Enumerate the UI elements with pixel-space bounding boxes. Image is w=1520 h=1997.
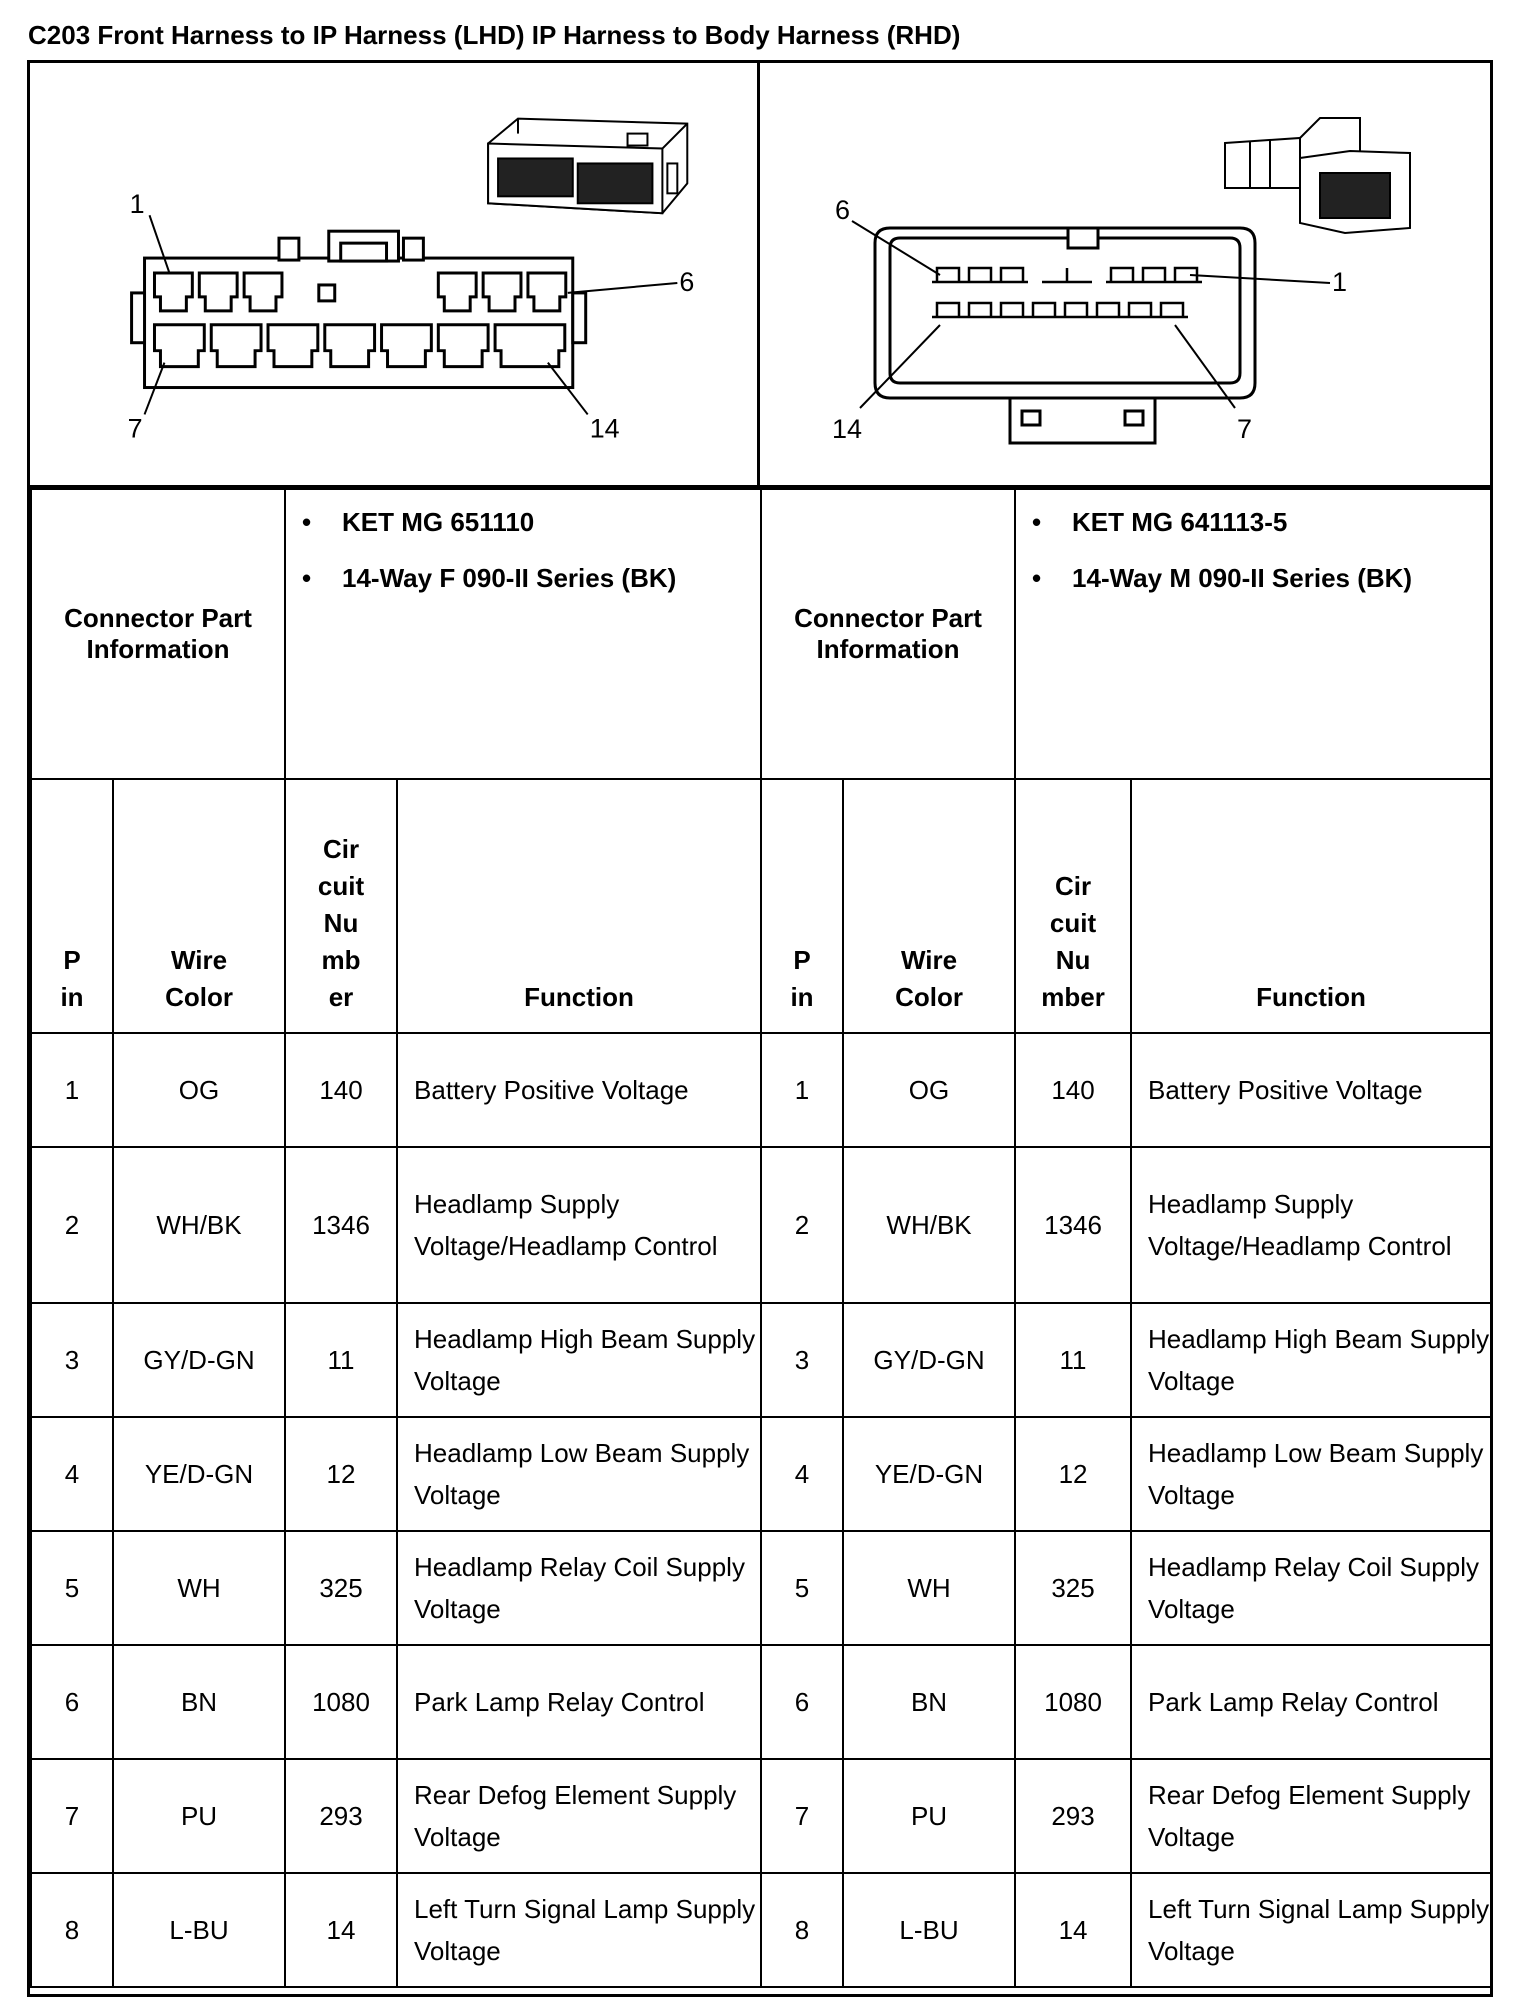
table-row [31, 1033, 1491, 1147]
pin-label-1: 1 [1332, 267, 1348, 297]
pin-label-6: 6 [835, 195, 851, 225]
wire-color-cell: WH/BK [843, 1147, 1015, 1303]
pin-cell: 3 [31, 1303, 113, 1417]
table-row [31, 1645, 1491, 1759]
function-cell: Headlamp Relay Coil Supply Voltage [397, 1531, 761, 1645]
function-cell: Left Turn Signal Lamp Supply Voltage [1131, 1873, 1491, 1987]
header-pin: P in [761, 779, 843, 1033]
wire-color-cell: WH/BK [113, 1147, 285, 1303]
connector-info-label: Connector Part Information [761, 489, 1015, 779]
function-cell: Headlamp Low Beam Supply Voltage [1131, 1417, 1491, 1531]
circuit-cell: 11 [1015, 1303, 1131, 1417]
function-cell: Battery Positive Voltage [1131, 1033, 1491, 1147]
circuit-cell: 11 [285, 1303, 397, 1417]
function-cell: Battery Positive Voltage [397, 1033, 761, 1147]
male-connector-3d-icon [1225, 118, 1410, 233]
circuit-cell: 14 [1015, 1873, 1131, 1987]
wire-color-cell: GY/D-GN [843, 1303, 1015, 1417]
table-row [31, 1417, 1491, 1531]
pin-cell: 5 [31, 1531, 113, 1645]
table-row [31, 1759, 1491, 1873]
function-cell: Headlamp High Beam Supply Voltage [397, 1303, 761, 1417]
male-connector-svg [760, 63, 1490, 485]
function-cell: Rear Defog Element Supply Voltage [1131, 1759, 1491, 1873]
wire-color-cell: YE/D-GN [113, 1417, 285, 1531]
header-function: Function [1131, 779, 1491, 1033]
wire-color-cell: PU [113, 1759, 285, 1873]
table-row [31, 1873, 1491, 1987]
wire-color-cell: GY/D-GN [113, 1303, 285, 1417]
function-cell: Headlamp Relay Coil Supply Voltage [1131, 1531, 1491, 1645]
table-row [31, 1531, 1491, 1645]
circuit-cell: 1080 [1015, 1645, 1131, 1759]
function-cell: Headlamp Low Beam Supply Voltage [397, 1417, 761, 1531]
female-connector-diagram [30, 63, 760, 485]
header-function: Function [397, 779, 761, 1033]
connector-sheet [27, 60, 1493, 1997]
circuit-cell: 325 [1015, 1531, 1131, 1645]
connector-info-row [31, 489, 1491, 779]
pinout-table [30, 488, 1492, 1988]
header-circuit-number: Cir cuit Nu mber [1015, 779, 1131, 1033]
connector-part-info: • KET MG 641113-5 • 14-Way M 090-II Series (BK) [1015, 489, 1491, 779]
connector-info-label: Connector Part Information [31, 489, 285, 779]
pinout-rows [31, 1033, 1491, 1987]
function-cell: Left Turn Signal Lamp Supply Voltage [397, 1873, 761, 1987]
pin-label-14: 14 [589, 413, 620, 444]
pin-cell: 3 [761, 1303, 843, 1417]
pin-cell: 1 [31, 1033, 113, 1147]
pin-cell: 1 [761, 1033, 843, 1147]
pin-cell: 2 [761, 1147, 843, 1303]
wire-color-cell: YE/D-GN [843, 1417, 1015, 1531]
pin-cell: 2 [31, 1147, 113, 1303]
part-number: KET MG 641113-5 [1072, 507, 1288, 537]
header-circuit-number: Cir cuit Nu mb er [285, 779, 397, 1033]
circuit-cell: 1346 [285, 1147, 397, 1303]
wire-color-cell: OG [113, 1033, 285, 1147]
pin-cell: 8 [761, 1873, 843, 1987]
function-cell: Headlamp Supply Voltage/Headlamp Control [397, 1147, 761, 1303]
male-connector-diagram [760, 63, 1490, 485]
pin-cell: 5 [761, 1531, 843, 1645]
function-cell: Rear Defog Element Supply Voltage [397, 1759, 761, 1873]
wire-color-cell: BN [843, 1645, 1015, 1759]
pin-cell: 7 [761, 1759, 843, 1873]
pin-cell: 6 [31, 1645, 113, 1759]
function-cell: Park Lamp Relay Control [397, 1645, 761, 1759]
pin-cell: 6 [761, 1645, 843, 1759]
pin-label-7: 7 [127, 413, 143, 444]
female-connector-svg [30, 63, 757, 485]
column-header-row [31, 779, 1491, 1033]
circuit-cell: 140 [285, 1033, 397, 1147]
circuit-cell: 293 [285, 1759, 397, 1873]
header-wire-color: Wire Color [843, 779, 1015, 1033]
wire-color-cell: PU [843, 1759, 1015, 1873]
circuit-cell: 325 [285, 1531, 397, 1645]
wire-color-cell: WH [843, 1531, 1015, 1645]
pin-cell: 4 [761, 1417, 843, 1531]
wire-color-cell: OG [843, 1033, 1015, 1147]
pin-cell: 7 [31, 1759, 113, 1873]
pin-label-14: 14 [832, 414, 863, 444]
page-title: C203 Front Harness to IP Harness (LHD) IP Harness to Body Harness (RHD) [28, 20, 961, 50]
header-wire-color: Wire Color [113, 779, 285, 1033]
header-pin: P in [31, 779, 113, 1033]
part-number: KET MG 651110 [342, 507, 535, 537]
male-connector-face [875, 228, 1255, 443]
diagram-row [30, 63, 1490, 488]
circuit-cell: 293 [1015, 1759, 1131, 1873]
table-row [31, 1303, 1491, 1417]
circuit-cell: 1080 [285, 1645, 397, 1759]
pin-label-7: 7 [1237, 414, 1253, 444]
female-connector-3d-icon [488, 119, 687, 214]
wire-color-cell: BN [113, 1645, 285, 1759]
circuit-cell: 140 [1015, 1033, 1131, 1147]
pin-cell: 4 [31, 1417, 113, 1531]
wire-color-cell: WH [113, 1531, 285, 1645]
part-series: 14-Way F 090-II Series (BK) [342, 563, 677, 593]
function-cell: Headlamp High Beam Supply Voltage [1131, 1303, 1491, 1417]
circuit-cell: 12 [1015, 1417, 1131, 1531]
function-cell: Park Lamp Relay Control [1131, 1645, 1491, 1759]
connector-part-info: • KET MG 651110 • 14-Way F 090-II Series (BK) [285, 489, 761, 779]
pin-label-1: 1 [129, 189, 145, 220]
function-cell: Headlamp Supply Voltage/Headlamp Control [1131, 1147, 1491, 1303]
circuit-cell: 1346 [1015, 1147, 1131, 1303]
circuit-cell: 12 [285, 1417, 397, 1531]
circuit-cell: 14 [285, 1873, 397, 1987]
part-series: 14-Way M 090-II Series (BK) [1072, 563, 1413, 593]
table-row [31, 1147, 1491, 1303]
pin-cell: 8 [31, 1873, 113, 1987]
wire-color-cell: L-BU [113, 1873, 285, 1987]
pin-label-6: 6 [679, 266, 695, 297]
wire-color-cell: L-BU [843, 1873, 1015, 1987]
